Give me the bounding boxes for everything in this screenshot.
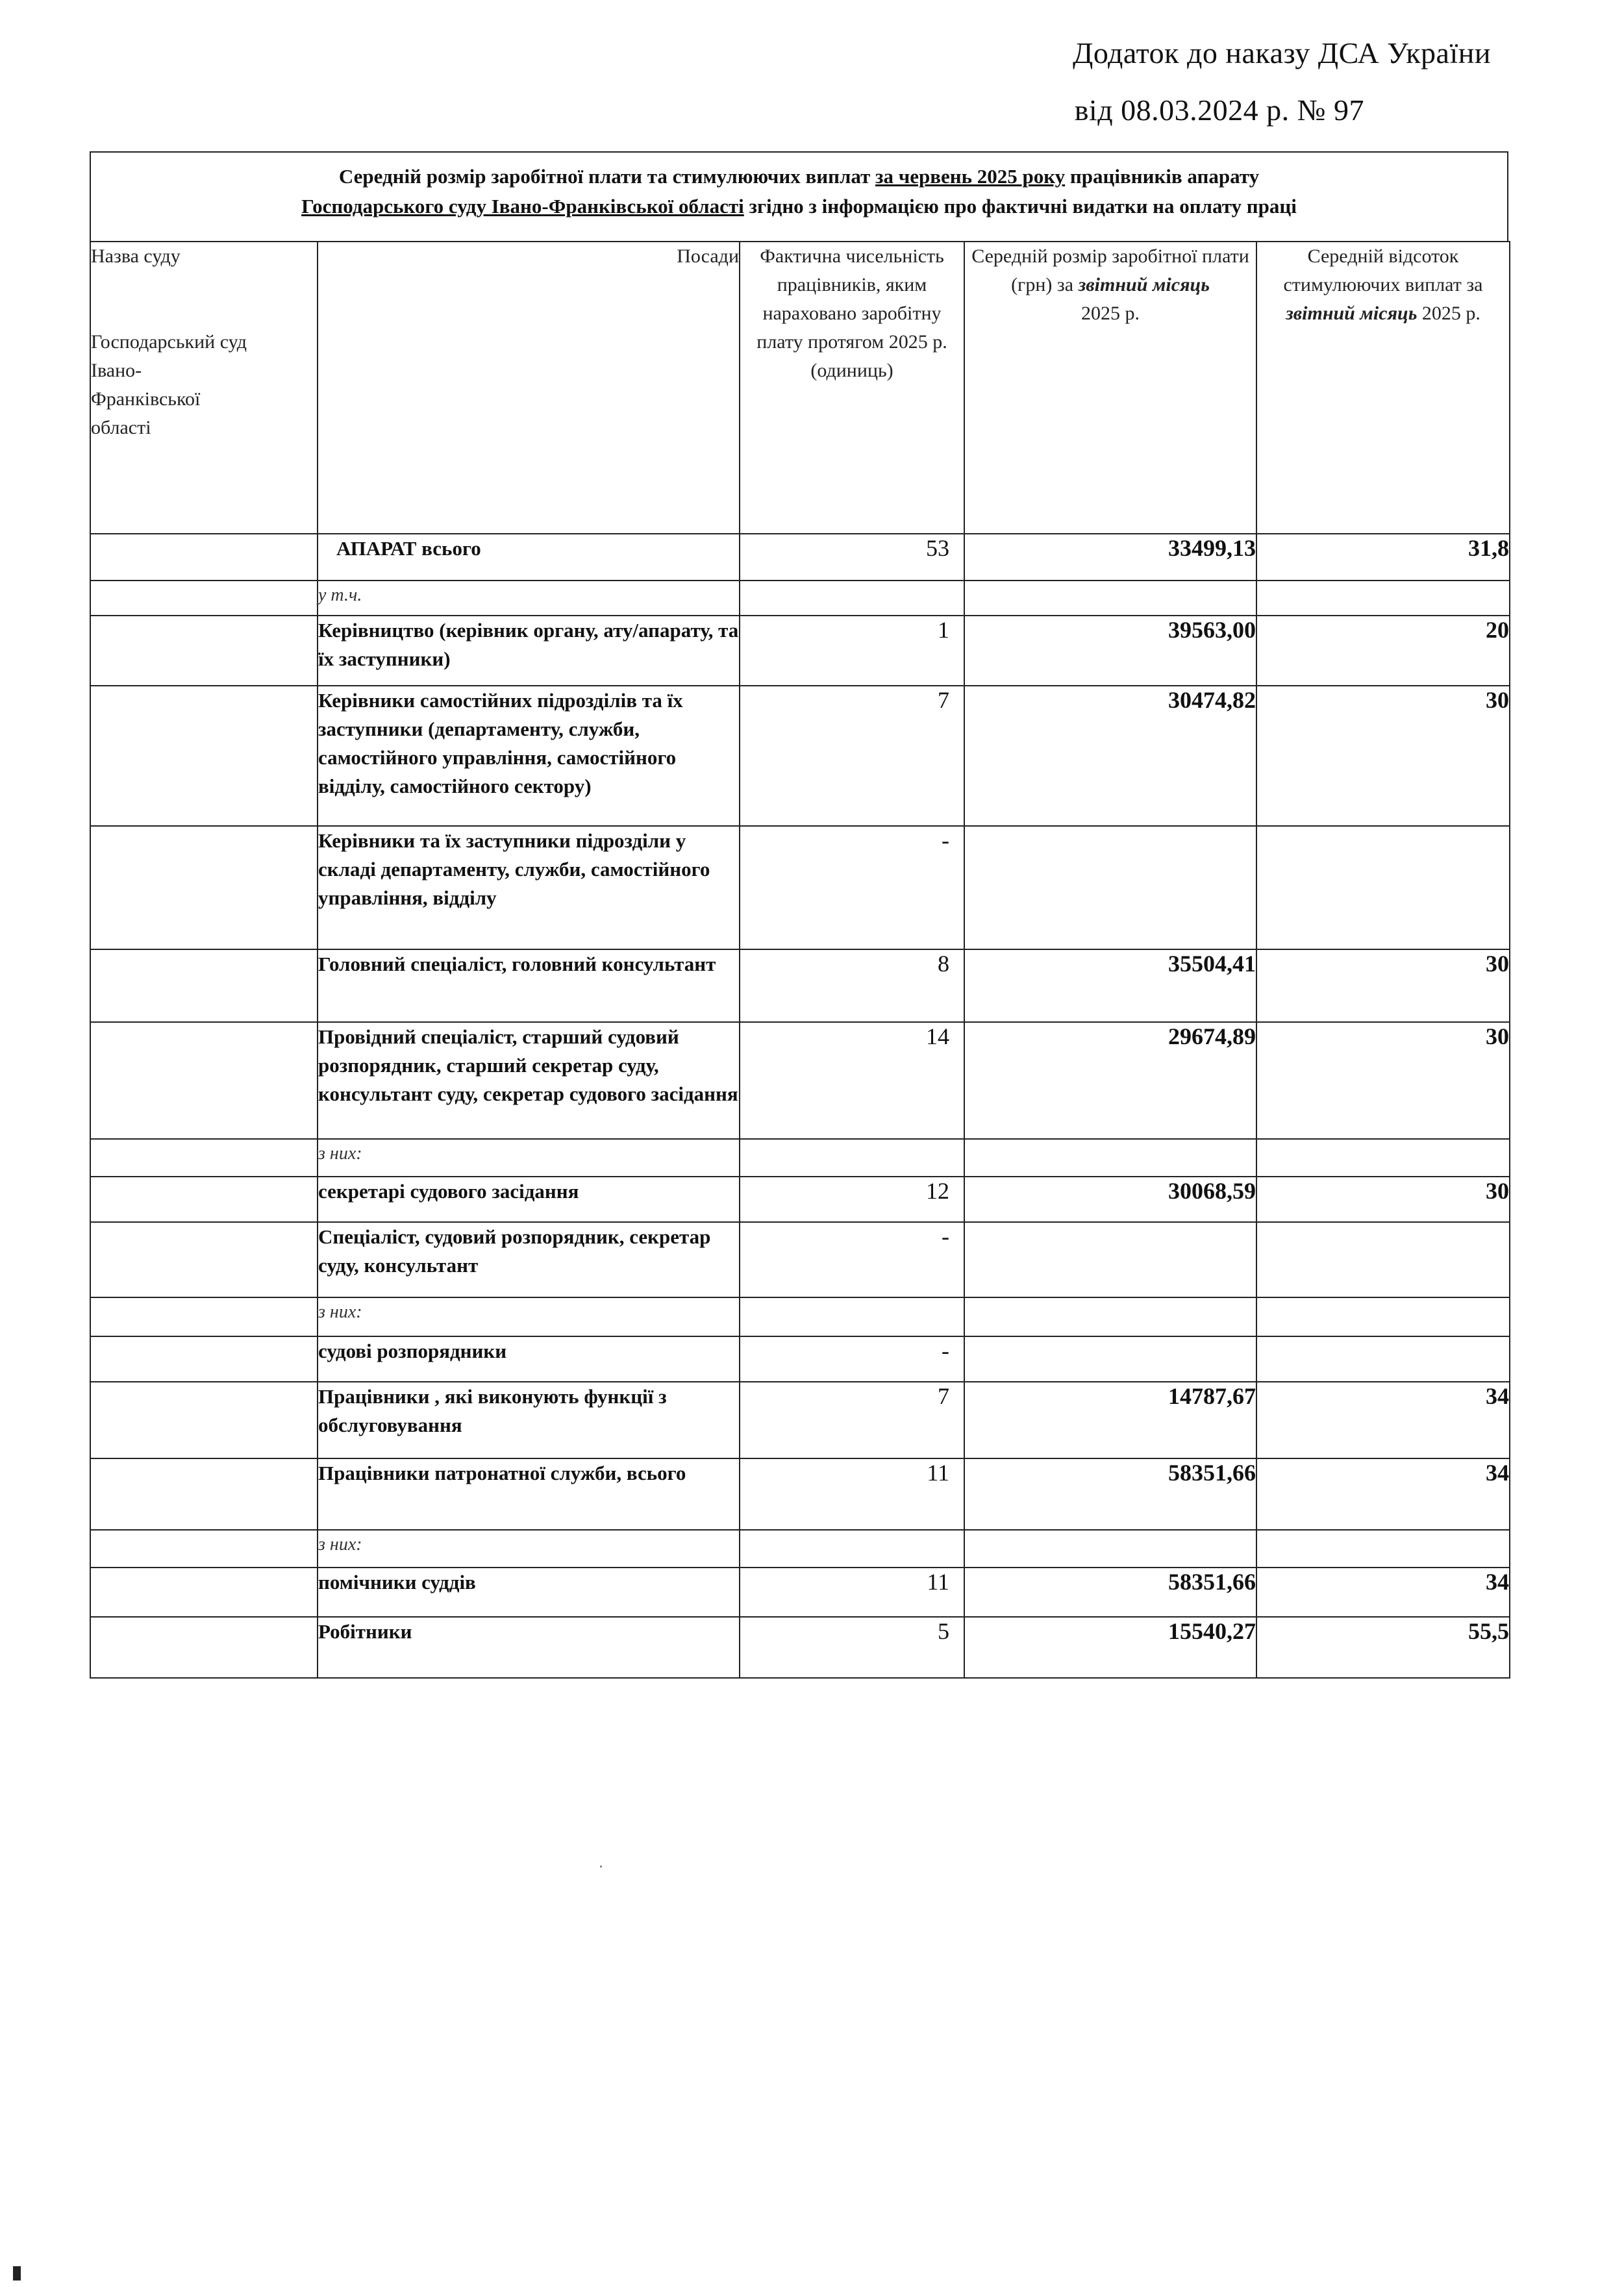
salary-table: [90, 241, 1510, 1679]
position-cell: Працівники , які виконують функції з обслуговування: [318, 1382, 740, 1458]
salary-cell: 58351,66: [964, 1458, 1256, 1530]
percent-cell: [1256, 581, 1510, 616]
position-cell: Головний спеціаліст, головний консультант: [318, 949, 740, 1022]
position-cell: помічники суддів: [318, 1568, 740, 1617]
court-cell: [90, 1297, 318, 1336]
court-label: Назва суду: [91, 245, 181, 267]
title-period: за червень 2025 року: [875, 165, 1066, 188]
court-cell: [90, 1139, 318, 1177]
count-cell: 53: [740, 534, 964, 581]
appendix-line-1: Додаток до наказу ДСА України: [1072, 36, 1491, 69]
table-row: [90, 1336, 1510, 1382]
court-cell: [90, 534, 318, 581]
salary-cell: [964, 1222, 1256, 1297]
count-cell: [740, 581, 964, 616]
court-cell: [90, 1177, 318, 1222]
positions-header: Посади: [318, 242, 740, 534]
table-row: [90, 826, 1510, 949]
title-part-3: згідно з інформацією про фактичні видатки на оплату праці: [743, 195, 1297, 218]
percent-cell: [1256, 1530, 1510, 1568]
court-cell: [90, 686, 318, 826]
percent-cell: [1256, 1297, 1510, 1336]
court-cell: [90, 1022, 318, 1139]
salary-header-text: Середній розмір заробітної плати (грн) за: [971, 245, 1249, 295]
court-cell: [90, 1568, 318, 1617]
position-cell: Керівники самостійних підрозділів та їх заступники (департаменту, служби, самостійного управління, самостійного відділу, самостійного сектору): [318, 686, 740, 826]
count-cell: 11: [740, 1458, 964, 1530]
court-header-cell: [90, 242, 318, 534]
court-cell: [90, 581, 318, 616]
percent-header-text: Середній відсоток стимулюючих виплат за: [1283, 245, 1483, 295]
table-row: [90, 1297, 1510, 1336]
table-row: [90, 949, 1510, 1022]
percent-header: [1256, 242, 1510, 534]
scan-dot: [600, 1866, 602, 1868]
percent-cell: 34: [1256, 1568, 1510, 1617]
percent-cell: 34: [1256, 1458, 1510, 1530]
percent-header-year: 2025 р.: [1417, 303, 1480, 324]
salary-cell: 30474,82: [964, 686, 1256, 826]
position-cell: Керівники та їх заступники підрозділи у складі департаменту, служби, самостійного управління, відділу: [318, 826, 740, 949]
count-cell: 11: [740, 1568, 964, 1617]
table-row: [90, 1177, 1510, 1222]
count-cell: 7: [740, 1382, 964, 1458]
salary-cell: 35504,41: [964, 949, 1256, 1022]
court-cell: [90, 826, 318, 949]
percent-cell: 31,8: [1256, 534, 1510, 581]
count-cell: -: [740, 1222, 964, 1297]
court-cell: [90, 1617, 318, 1678]
table-row: [90, 1139, 1510, 1177]
salary-cell: 30068,59: [964, 1177, 1256, 1222]
court-cell: [90, 1458, 318, 1530]
court-cell: [90, 1530, 318, 1568]
salary-header: [964, 242, 1256, 534]
count-cell: 5: [740, 1617, 964, 1678]
court-cell: [90, 1222, 318, 1297]
title-court: Господарського суду Івано-Франківської області: [301, 195, 744, 218]
position-cell: АПАРАТ всього: [318, 534, 740, 581]
percent-cell: 20: [1256, 616, 1510, 686]
count-cell: 14: [740, 1022, 964, 1139]
salary-cell: [964, 1297, 1256, 1336]
salary-cell: [964, 826, 1256, 949]
count-cell: 8: [740, 949, 964, 1022]
table-row: [90, 1617, 1510, 1678]
table-row: [90, 616, 1510, 686]
position-cell: Провідний спеціаліст, старший судовий розпорядник, старший секретар суду, консультант суду, секретар судового засідання: [318, 1022, 740, 1139]
salary-cell: 58351,66: [964, 1568, 1256, 1617]
percent-cell: [1256, 1139, 1510, 1177]
count-cell: [740, 1297, 964, 1336]
court-cell: [90, 616, 318, 686]
position-cell: з них:: [318, 1530, 740, 1568]
salary-cell: 15540,27: [964, 1617, 1256, 1678]
table-row: [90, 1222, 1510, 1297]
table-row: [90, 534, 1510, 581]
salary-cell: 33499,13: [964, 534, 1256, 581]
count-cell: -: [740, 826, 964, 949]
salary-cell: [964, 1336, 1256, 1382]
salary-header-year: 2025 р.: [1081, 303, 1140, 324]
salary-cell: [964, 581, 1256, 616]
salary-cell: 29674,89: [964, 1022, 1256, 1139]
appendix-line-2: від 08.03.2024 р. № 97: [1074, 94, 1364, 127]
position-cell: з них:: [318, 1139, 740, 1177]
table-row: [90, 1568, 1510, 1617]
percent-cell: 34: [1256, 1382, 1510, 1458]
percent-cell: [1256, 826, 1510, 949]
report-title: [90, 151, 1508, 242]
position-cell: з них:: [318, 1297, 740, 1336]
court-name: Господарський суд Івано-Франківської області: [91, 331, 247, 438]
position-cell: у т.ч.: [318, 581, 740, 616]
count-cell: 12: [740, 1177, 964, 1222]
position-cell: судові розпорядники: [318, 1336, 740, 1382]
percent-cell: 30: [1256, 1022, 1510, 1139]
table-row: [90, 1022, 1510, 1139]
salary-cell: 39563,00: [964, 616, 1256, 686]
position-cell: Спеціаліст, судовий розпорядник, секретар суду, консультант: [318, 1222, 740, 1297]
salary-cell: 14787,67: [964, 1382, 1256, 1458]
salary-cell: [964, 1530, 1256, 1568]
percent-cell: 55,5: [1256, 1617, 1510, 1678]
table-row: [90, 1530, 1510, 1568]
count-header: Фактична чисельність працівників, яким нараховано заробітну плату протягом 2025 р. (одиниць): [740, 242, 964, 534]
court-cell: [90, 1336, 318, 1382]
percent-header-emphasis: звітний місяць: [1286, 303, 1418, 324]
position-cell: Працівники патронатної служби, всього: [318, 1458, 740, 1530]
title-part-2: працівників апарату: [1065, 165, 1260, 188]
title-part-1: Середній розмір заробітної плати та стимулюючих виплат: [338, 165, 876, 188]
court-cell: [90, 1382, 318, 1458]
table-header-row: [90, 242, 1510, 534]
count-cell: [740, 1530, 964, 1568]
scan-artifact: [13, 2266, 21, 2281]
position-cell: Робітники: [318, 1617, 740, 1678]
salary-header-emphasis: звітний місяць: [1078, 274, 1210, 295]
position-cell: Керівництво (керівник органу, ату/апарату, та їх заступники): [318, 616, 740, 686]
percent-cell: 30: [1256, 1177, 1510, 1222]
table-row: [90, 1458, 1510, 1530]
percent-cell: [1256, 1222, 1510, 1297]
percent-cell: 30: [1256, 949, 1510, 1022]
count-cell: [740, 1139, 964, 1177]
position-cell: секретарі судового засідання: [318, 1177, 740, 1222]
count-cell: 7: [740, 686, 964, 826]
salary-cell: [964, 1139, 1256, 1177]
percent-cell: 30: [1256, 686, 1510, 826]
table-row: [90, 581, 1510, 616]
percent-cell: [1256, 1336, 1510, 1382]
count-cell: 1: [740, 616, 964, 686]
table-row: [90, 686, 1510, 826]
court-cell: [90, 949, 318, 1022]
count-cell: -: [740, 1336, 964, 1382]
table-row: [90, 1382, 1510, 1458]
